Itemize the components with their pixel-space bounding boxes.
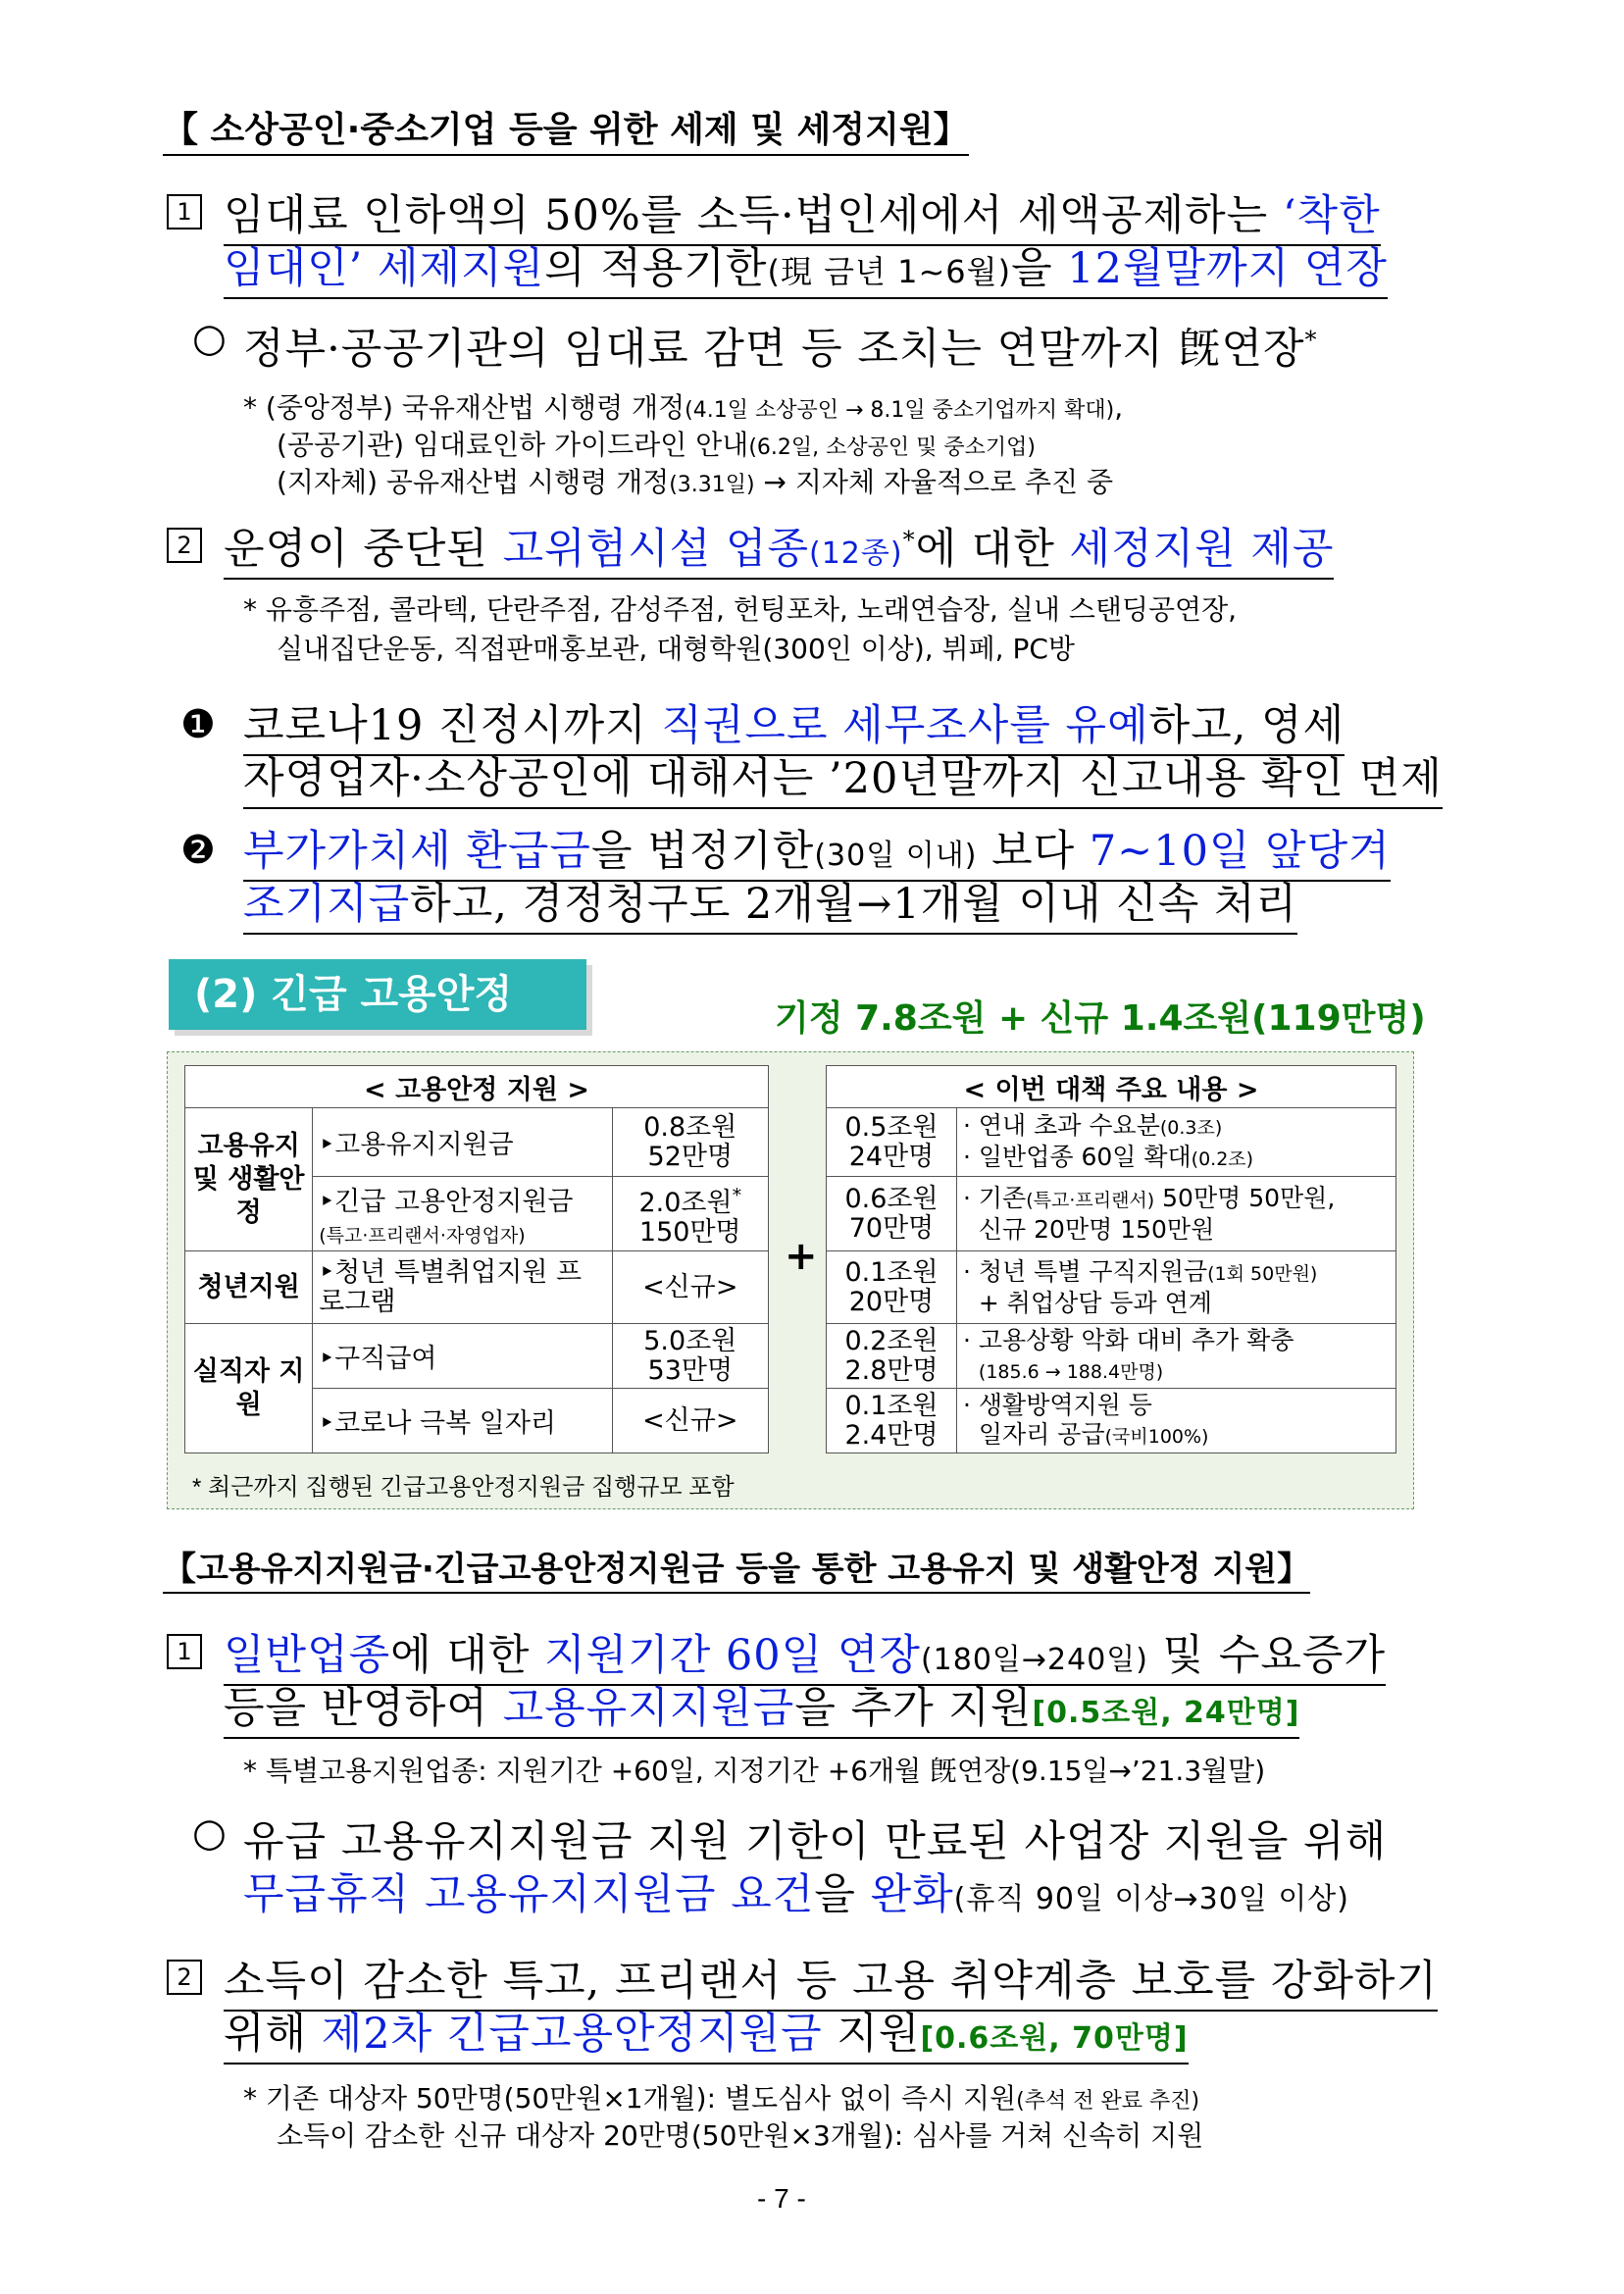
bullet-circle-icon: ○ [192, 1810, 227, 1856]
program-cell: ‣코로나 극복 일자리 [313, 1389, 612, 1453]
category-cell: 고용유지 및 생활안정 [185, 1108, 313, 1251]
bullet-circle-icon: ○ [192, 316, 227, 361]
s3-item2-line2: 위해 제2차 긴급고용안정지원금 지원[0.6조원, 70만명] [224, 2001, 1189, 2065]
footnote-line: * (중앙정부) 국유재산법 시행령 개정(4.1일 소상공인 → 8.1일 중소기업까지 확대), [243, 391, 1124, 424]
plus-sign: + [785, 1234, 818, 1279]
section-title-employment: (2) 긴급 고용안정 [169, 959, 586, 1030]
amount-cell: 0.5조원 24만명 [827, 1108, 957, 1177]
s3-item2-line1: 소득이 감소한 특고, 프리랜서 등 고용 취약계층 보호를 강화하기 [224, 1948, 1438, 2012]
number-2-icon: ❷ [180, 828, 216, 873]
footnote-line: * 기존 대상자 50만명(50만원×1개월): 별도심사 없이 즉시 지원(추석 전 완료 추진) [243, 2082, 1200, 2115]
amount-cell: 0.2조원 2.8만명 [827, 1324, 957, 1389]
s3-item1-line1: 일반업종에 대한 지원기간 60일 연장(180일→240일) 및 수요증가 [224, 1622, 1386, 1686]
footnote-line: * 특별고용지원업종: 지원기간 +60일, 지정기간 +6개월 旣연장(9.15일→’21.3월말) [243, 1755, 1266, 1787]
table-footnote: * 최근까지 집행된 긴급고용안정지원금 집행규모 포함 [192, 1474, 735, 1501]
table-header: < 고용안정 지원 > [185, 1066, 769, 1108]
amount-cell: 0.8조원 52만명 [612, 1108, 768, 1177]
footnote-line: 실내집단운동, 직접판매홍보관, 대형학원(300인 이상), 뷔페, PC방 [277, 633, 1075, 665]
program-cell: ‣구직급여 [313, 1324, 612, 1389]
program-cell: ‣긴급 고용안정지원금 (특고·프리랜서·자영업자) [313, 1177, 612, 1251]
detail-cell: · 생활방역지원 등 일자리 공급(국비100%) [957, 1389, 1396, 1453]
bullet2-line1: 부가가치세 환급금을 법정기한(30일 이내) 보다 7~10일 앞당겨 [243, 818, 1391, 882]
amount-cell: <신규> [612, 1251, 768, 1324]
footnote-line: * 유흥주점, 콜라텍, 단란주점, 감성주점, 헌팅포차, 노래연습장, 실내 스탠딩공연장, [243, 593, 1238, 626]
item1-line1: 임대료 인하액의 50%를 소득·법인세에서 세액공제하는 ‘착한 [224, 182, 1381, 246]
sub-point-rent-reduction: 정부·공공기관의 임대료 감면 등 조치는 연말까지 旣연장* [243, 325, 1318, 374]
detail-cell: · 청년 특별 구직지원금(1회 50만원) + 취업상담 등과 연계 [957, 1251, 1396, 1324]
s3-item1-line2: 등을 반영하여 고용유지지원금을 추가 지원[0.5조원, 24만명] [224, 1675, 1299, 1739]
amount-cell: 2.0조원* 150만명 [612, 1177, 768, 1251]
item-number-box: 1 [167, 194, 202, 229]
s3-sub1-line2: 무급휴직 고용유지지원금 요건을 완화(휴직 90일 이상→30일 이상) [243, 1870, 1349, 1919]
footnote-line: (공공기관) 임대료인하 가이드라인 안내(6.2일, 소상공인 및 중소기업) [277, 429, 1036, 461]
item1-line2: 임대인’ 세제지원의 적용기한(現 금년 1~6월)을 12월말까지 연장 [224, 235, 1388, 299]
item-number-box: 2 [167, 528, 202, 563]
employment-support-table [184, 1065, 769, 1453]
section-heading-employment-retention: 【고용유지지원금·긴급고용안정지원금 등을 통한 고용유지 및 생활안정 지원】 [163, 1542, 1310, 1594]
item-number-box: 1 [167, 1634, 202, 1669]
bullet2-line2: 조기지급하고, 경정청구도 2개월→1개월 이내 신속 처리 [243, 871, 1297, 935]
page-number: - 7 - [757, 2183, 806, 2214]
amount-cell: 0.1조원 20만명 [827, 1251, 957, 1324]
category-cell: 청년지원 [185, 1251, 313, 1324]
table-header: < 이번 대책 주요 내용 > [827, 1066, 1396, 1108]
footnote-line: (지자체) 공유재산법 시행령 개정(3.31일) → 지자체 자율적으로 추진 중 [277, 466, 1114, 498]
program-cell: ‣청년 특별취업지원 프로그램 [313, 1251, 612, 1324]
amount-cell: 0.1조원 2.4만명 [827, 1389, 957, 1453]
amount-cell: <신규> [612, 1389, 768, 1453]
number-1-icon: ❶ [180, 702, 216, 747]
item2-line: 운영이 중단된 고위험시설 업종(12종)*에 대한 세정지원 제공 [224, 516, 1334, 580]
footnote-line: 소득이 감소한 신규 대상자 20만명(50만원×3개월): 심사를 거쳐 신속히 지원 [277, 2119, 1204, 2152]
new-measures-table [826, 1065, 1396, 1453]
item-number-box: 2 [167, 1960, 202, 1995]
detail-cell: · 연내 초과 수요분(0.3조) · 일반업종 60일 확대(0.2조) [957, 1108, 1396, 1177]
section-heading-tax-support: 【 소상공인·중소기업 등을 위한 세제 및 세정지원】 [163, 102, 969, 156]
bullet1-line2: 자영업자·소상공인에 대해서는 ’20년말까지 신고내용 확인 면제 [243, 745, 1443, 809]
detail-cell: · 고용상황 악화 대비 추가 확충 (185.6 → 188.4만명) [957, 1324, 1396, 1389]
detail-cell: · 기존(특고·프리랜서) 50만명 50만원, 신규 20만명 150만원 [957, 1177, 1396, 1251]
budget-summary: 기정 7.8조원 + 신규 1.4조원(119만명) [775, 998, 1426, 1039]
s3-sub1-line1: 유급 고용유지지원금 지원 기한이 만료된 사업장 지원을 위해 [243, 1817, 1388, 1866]
category-cell: 실직자 지원 [185, 1324, 313, 1453]
bullet1-line1: 코로나19 진정시까지 직권으로 세무조사를 유예하고, 영세 [243, 692, 1345, 756]
amount-cell: 0.6조원 70만명 [827, 1177, 957, 1251]
program-cell: ‣고용유지지원금 [313, 1108, 612, 1177]
amount-cell: 5.0조원 53만명 [612, 1324, 768, 1389]
